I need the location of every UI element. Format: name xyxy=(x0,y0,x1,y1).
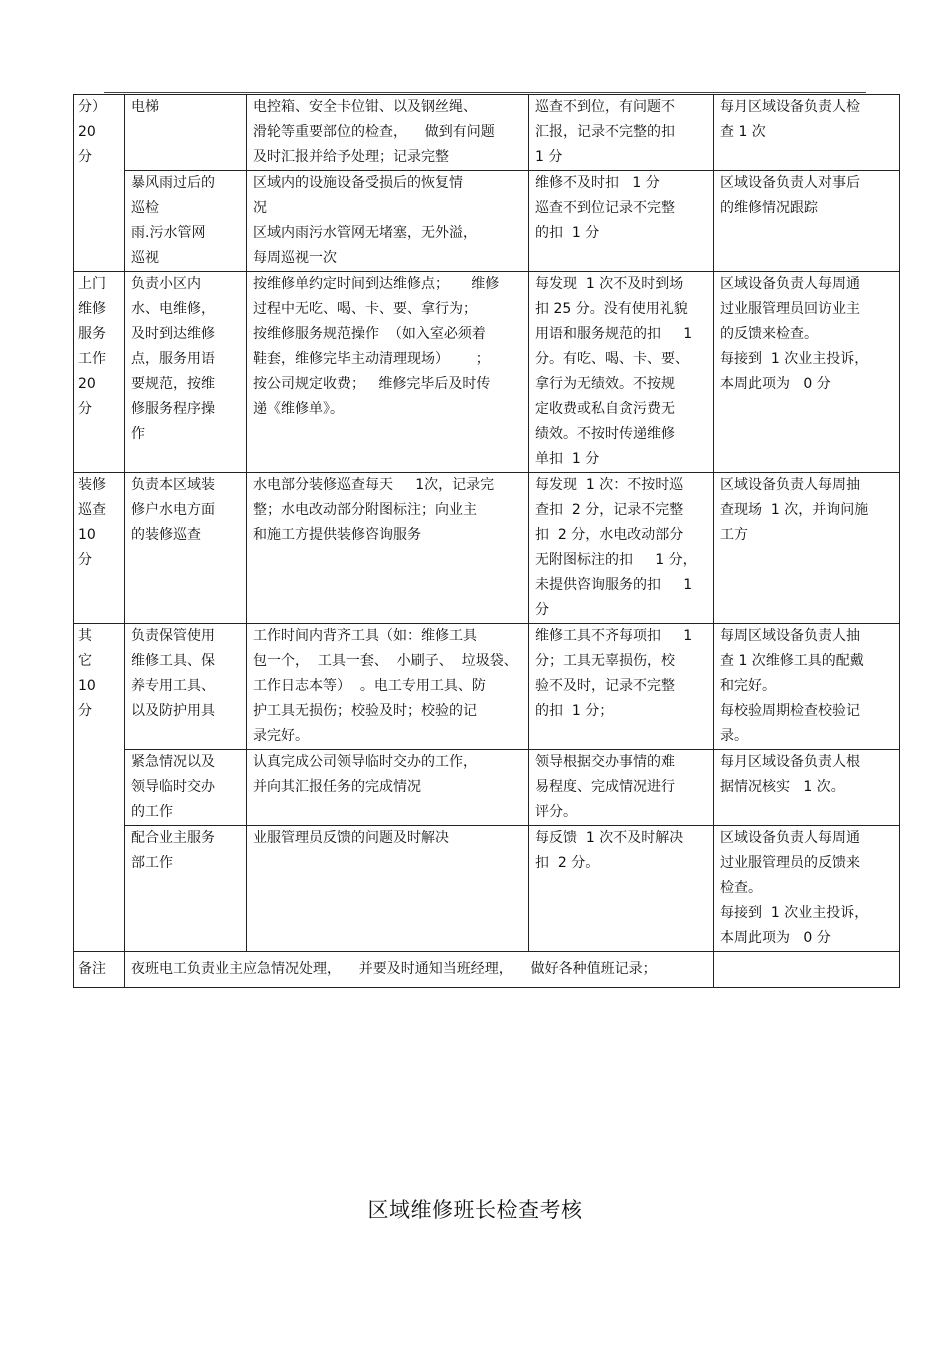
deduction-cell: 维修不及时扣 1 分 巡查不到位记录不完整 的扣 1 分 xyxy=(529,171,714,272)
table-row-elevator xyxy=(74,95,900,171)
inspection-cell: 每周区域设备负责人抽 查 1 次维修工具的配戴 和完好。 每校验周期检查校验记 录。 xyxy=(714,624,900,750)
deduction-cell: 每反馈 1 次不及时解决 扣 2 分。 xyxy=(529,826,714,952)
standard-cell: 工作时间内背齐工具（如：维修工具 包一个， 工具一套、 小刷子、 垃圾袋、 工作日志本等） 。电工专用工具、防 护工具无损伤；校验及时；校验的记 录完好。 xyxy=(247,624,529,750)
assessment-table xyxy=(73,94,900,988)
table-row-owner-service xyxy=(74,826,900,952)
inspection-cell: 区域设备负责人每周抽 查现场 1 次，并询问施 工方 xyxy=(714,473,900,624)
item-cell: 配合业主服务 部工作 xyxy=(125,826,247,952)
inspection-cell: 区域设备负责人每周通 过业服管理员回访业主 的反馈来检查。 每接到 1 次业主投诉， 本周此项为 0 分 xyxy=(714,272,900,473)
top-rule xyxy=(104,92,866,93)
table-row-storm-inspection xyxy=(74,171,900,272)
item-cell: 负责小区内 水、电维修， 及时到达维修 点，服务用语 要规范，按维 修服务程序操 作 xyxy=(125,272,247,473)
standard-cell: 认真完成公司领导临时交办的工作， 并向其汇报任务的完成情况 xyxy=(247,750,529,826)
inspection-cell: 每月区域设备负责人根 据情况核实 1 次。 xyxy=(714,750,900,826)
standard-cell: 按维修单约定时间到达维修点； 维修 过程中无吃、喝、卡、要、拿行为； 按维修服务规范操作 （如入室必须着 鞋套，维修完毕主动清理现场） ； 按公司规定收费； 维修完毕后及时传 递《维修单》。 xyxy=(247,272,529,473)
item-cell: 暴风雨过后的 巡检 雨.污水管网 巡视 xyxy=(125,171,247,272)
deduction-cell: 领导根据交办事情的难 易程度、完成情况进行 评分。 xyxy=(529,750,714,826)
item-cell: 负责本区域装 修户水电方面 的装修巡查 xyxy=(125,473,247,624)
standard-cell: 业服管理员反馈的问题及时解决 xyxy=(247,826,529,952)
page-title: 区域维修班长检查考核 xyxy=(367,1198,583,1222)
remarks-text: 夜班电工负责业主应急情况处理， 并要及时通知当班经理， 做好各种值班记录； xyxy=(125,952,714,988)
inspection-cell: 每月区域设备负责人检 查 1 次 xyxy=(714,95,900,171)
table-row-urgent-tasks xyxy=(74,750,900,826)
item-cell: 负责保管使用 维修工具、保 养专用工具、 以及防护用具 xyxy=(125,624,247,750)
remarks-label: 备注 xyxy=(74,952,125,988)
standard-cell: 区域内的设施设备受损后的恢复情 况 区域内雨污水管网无堵塞，无外溢， 每周巡视一次 xyxy=(247,171,529,272)
table-row-remarks xyxy=(74,952,900,988)
deduction-cell: 每发现 1 次：不按时巡 查扣 2 分，记录不完整 扣 2 分，水电改动部分 无附图标注的扣 1 分， 未提供咨询服务的扣 1 分 xyxy=(529,473,714,624)
item-cell: 紧急情况以及 领导临时交办 的工作 xyxy=(125,750,247,826)
inspection-cell: 区域设备负责人对事后 的维修情况跟踪 xyxy=(714,171,900,272)
deduction-cell: 每发现 1 次不及时到场 扣 25 分。没有使用礼貌 用语和服务规范的扣 1 分。有吃、喝、卡、要、 拿行为无绩效。不按规 定收费或私自贪污费无 绩效。不按时传递维修 单扣 1 分 xyxy=(529,272,714,473)
inspection-cell: 区域设备负责人每周通 过业服管理员的反馈来 检查。 每接到 1 次业主投诉， 本周此项为 0 分 xyxy=(714,826,900,952)
table-row-tools xyxy=(74,624,900,750)
table-row-door-repair xyxy=(74,272,900,473)
deduction-cell: 维修工具不齐每项扣 1 分；工具无辜损伤，校 验不及时，记录不完整 的扣 1 分； xyxy=(529,624,714,750)
standard-cell: 电控箱、安全卡位钳、以及钢丝绳、 滑轮等重要部位的检查， 做到有问题 及时汇报并给予处理；记录完整 xyxy=(247,95,529,171)
table-row-renovation xyxy=(74,473,900,624)
category-cell: 装修 巡查 10 分 xyxy=(74,473,125,624)
category-cell: 分） 20 分 xyxy=(74,95,125,272)
item-cell: 电梯 xyxy=(125,95,247,171)
category-cell: 其 它 10 分 xyxy=(74,624,125,952)
remarks-empty-cell xyxy=(714,952,900,988)
standard-cell: 水电部分装修巡查每天 1次，记录完 整；水电改动部分附图标注；向业主 和施工方提供装修咨询服务 xyxy=(247,473,529,624)
category-cell: 上门 维修 服务 工作 20 分 xyxy=(74,272,125,473)
deduction-cell: 巡查不到位，有问题不 汇报，记录不完整的扣 1 分 xyxy=(529,95,714,171)
